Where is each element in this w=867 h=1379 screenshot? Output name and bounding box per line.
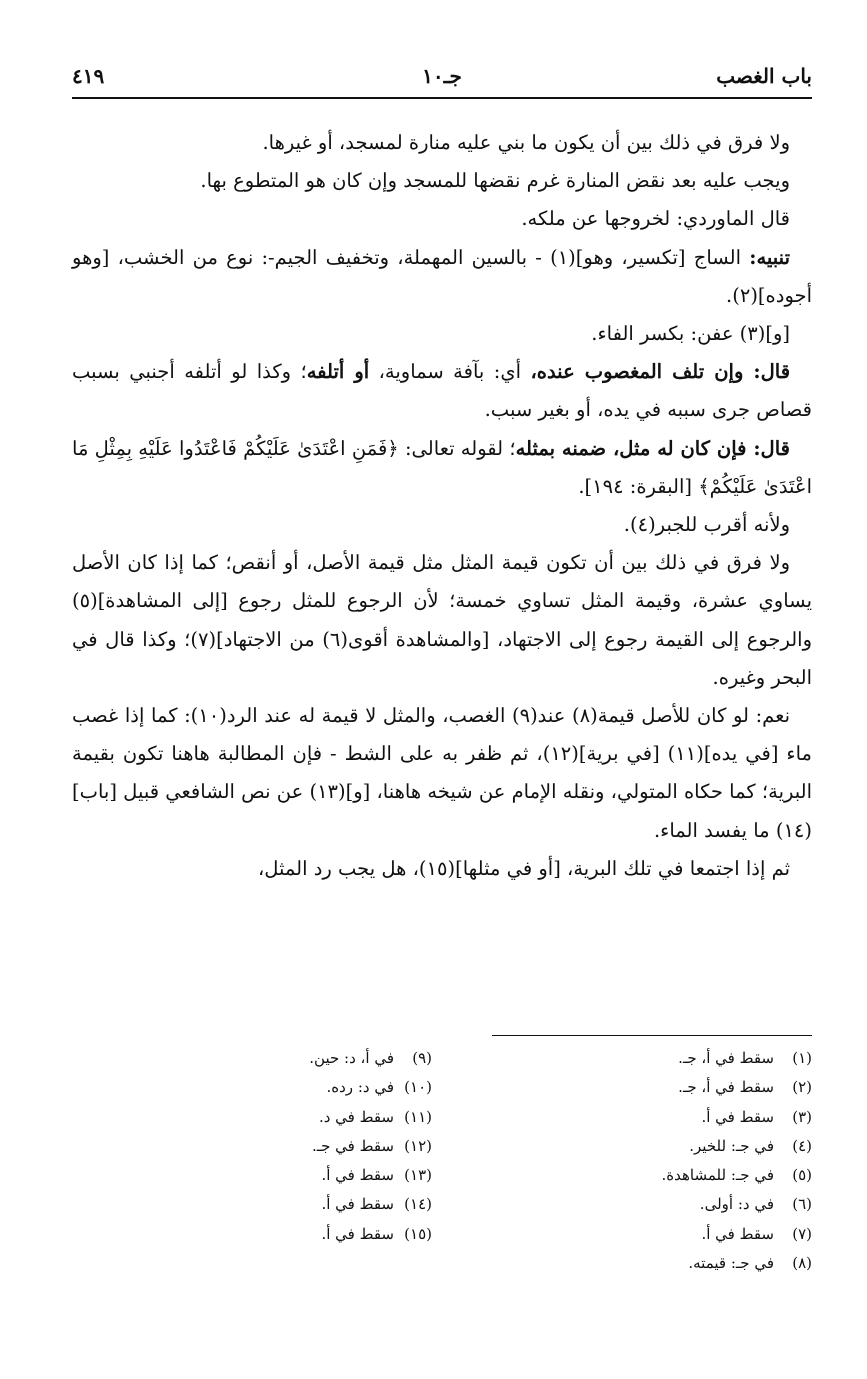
- volume-number: جـ١٠: [422, 64, 462, 88]
- footnote-text: سقط في أ.: [321, 1195, 394, 1214]
- footnote: [132, 1161, 432, 1190]
- footnote-number: (٩): [412, 1049, 432, 1067]
- footnote-text: سقط في أ.: [321, 1224, 394, 1243]
- paragraph: ولأنه أقرب للجبر(٤).: [623, 513, 790, 537]
- page-number: ٤١٩: [72, 64, 105, 88]
- paragraph: ويجب عليه بعد نقض المنارة غرم نقضها للمسجد وإن كان هو المتطوع بها.: [200, 169, 790, 193]
- footnote-text: سقط في أ.: [701, 1107, 774, 1126]
- footnote-number: (١): [792, 1049, 812, 1067]
- footnote: [512, 1073, 812, 1102]
- footnote: [132, 1073, 432, 1102]
- main-text: [72, 124, 812, 888]
- matn-text: قال: وإن تلف المغصوب عنده،: [530, 360, 791, 384]
- footnote-number: (٤): [792, 1136, 812, 1155]
- footnote-number: (٥): [792, 1166, 812, 1185]
- footnote-text: سقط في أ، جـ.: [678, 1078, 774, 1097]
- footnote-number: (٧): [792, 1224, 812, 1243]
- paragraph: [72, 353, 812, 429]
- footnote-divider: [492, 1035, 812, 1036]
- footnote: [512, 1103, 812, 1132]
- footnote: [132, 1044, 432, 1073]
- paragraph: [72, 239, 812, 315]
- paragraph: نعم: لو كان للأصل قيمة(٨) عند(٩) الغصب، والمثل لا قيمة له عند الرد(١٠): كما إذا غصب ماء [في يده](١١) [في برية](١٢)، ثم ظفر به على الشط - فإن المطالبة هاهنا تكون بقيمة البرية؛ كما حكاه المتولي، ونقله الإمام عن شيخه هاهنا، [و](١٣) عن نص الشافعي قبيل [باب](١٤) ما يفسد الماء.: [72, 704, 813, 842]
- header-divider: [72, 97, 812, 99]
- footnote-text: في جـ: للخير.: [689, 1136, 774, 1155]
- footnote-text: سقط في جـ.: [311, 1136, 394, 1155]
- footnote-text: في د: رده.: [326, 1078, 394, 1097]
- footnote-number: (١٤): [404, 1195, 432, 1214]
- footnote-text: في د: أولى.: [699, 1195, 774, 1214]
- footnote: [512, 1220, 812, 1249]
- chapter-title: باب الغصب: [716, 64, 812, 88]
- paragraph-text: ؛ لقوله تعالى: ﴿فَمَنِ اعْتَدَىٰ عَلَيْكُمْ فَاعْتَدُوا عَلَيْهِ بِمِثْلِ مَا اعْتَدَىٰ عَلَيْكُمْ﴾ [البقرة: ١٩٤].: [72, 436, 812, 498]
- paragraph-text: ؛ وكذا لو أتلفه أجنبي بسبب قصاص جرى سببه في يده، أو بغير سبب.: [72, 360, 812, 422]
- footnote-number: (٦): [792, 1195, 812, 1214]
- footnote: [512, 1190, 812, 1219]
- footnote: [132, 1132, 432, 1161]
- footnote-column-right: [512, 1044, 812, 1278]
- footnote-number: (١١): [404, 1107, 432, 1126]
- paragraph: [72, 430, 812, 506]
- footnote-text: في أ، د: حين.: [309, 1049, 394, 1067]
- footnote-text: في جـ: للمشاهدة.: [661, 1166, 774, 1185]
- footnote: [132, 1220, 432, 1249]
- paragraph: قال الماوردي: لخروجها عن ملكه.: [521, 207, 790, 231]
- footnote: [132, 1103, 432, 1132]
- paragraph: ولا فرق في ذلك بين أن تكون قيمة المثل مثل قيمة الأصل، أو أنقص؛ كما إذا كان الأصل يساوي عشرة، وقيمة المثل تساوي خمسة؛ لأن الرجوع للمثل رجوع [إلى المشاهدة](٥) والرجوع إلى القيمة رجوع إلى الاجتهاد، [والمشاهدة أقوى(٦) من الاجتهاد](٧)؛ وكذا قال في البحر وغيره.: [72, 551, 812, 689]
- paragraph: [و](٣) عفن: بكسر الفاء.: [591, 322, 790, 346]
- footnote-number: (٢): [792, 1078, 812, 1097]
- footnote-number: (١٥): [404, 1224, 432, 1243]
- footnote: [512, 1161, 812, 1190]
- footnote-text: سقط في أ.: [701, 1224, 774, 1243]
- footnote-number: (١٣): [404, 1166, 432, 1185]
- matn-text: قال: فإن كان له مثل، ضمنه بمثله: [515, 436, 790, 460]
- running-header: [72, 62, 812, 96]
- footnote-number: (١٢): [404, 1136, 432, 1155]
- footnote-text: سقط في د.: [318, 1107, 394, 1126]
- footnote-number: (٣): [792, 1107, 812, 1126]
- footnote-number: (١٠): [404, 1078, 432, 1097]
- footnote-text: في جـ: قيمته.: [688, 1254, 774, 1273]
- footnote: [512, 1044, 812, 1073]
- paragraph: ثم إذا اجتمعا في تلك البرية، [أو في مثلها](١٥)، هل يجب رد المثل،: [257, 856, 790, 880]
- footnote-text: سقط في أ، جـ.: [678, 1049, 774, 1067]
- footnote: [512, 1132, 812, 1161]
- paragraph: ولا فرق في ذلك بين أن يكون ما بني عليه منارة لمسجد، أو غيرها.: [262, 131, 790, 154]
- footnote-column-left: [132, 1044, 432, 1249]
- footnote: [132, 1190, 432, 1219]
- note-label: تنبيه:: [749, 245, 790, 269]
- footnote: [512, 1249, 812, 1278]
- paragraph-text: الساج [تكسير، وهو](١) - بالسين المهملة، وتخفيف الجيم-: نوع من الخشب، [وهو أجوده](٢).: [72, 245, 812, 307]
- matn-text: أو أتلفه: [306, 360, 370, 384]
- footnote-text: سقط في أ.: [321, 1166, 394, 1185]
- footnote-number: (٨): [792, 1254, 812, 1273]
- paragraph-text: أي: بآفة سماوية،: [369, 360, 531, 384]
